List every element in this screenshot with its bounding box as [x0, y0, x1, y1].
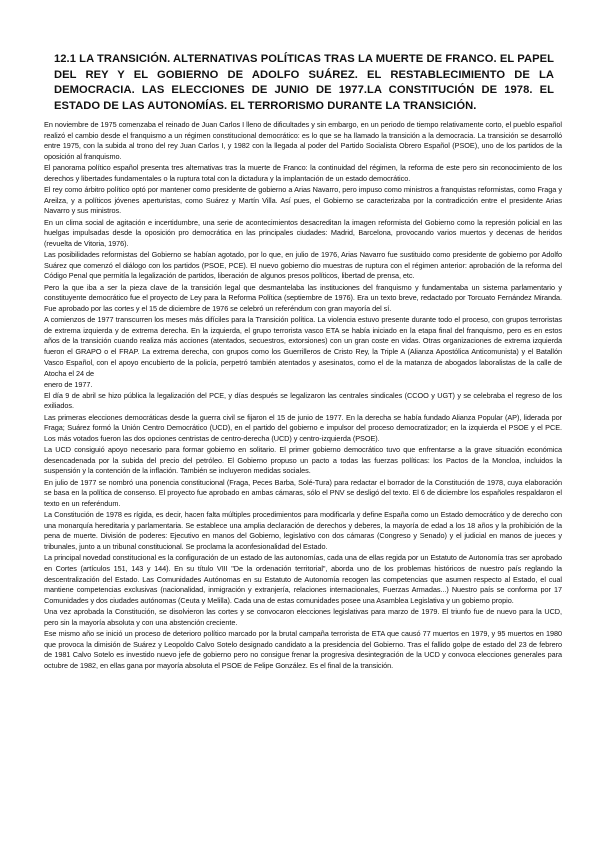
paragraph-4: En un clima social de agitación e incertidumbre, una serie de acontecimientos desacreditan la imagen reformista del Gobierno como la represión policial en las huelgas impulsadas desde la oposición pro democrática en las principales ciudades: Madrid, Barcelona, provocando varios muertos y decenas de heridos (revuelta de Vitoria, 1976).	[44, 217, 562, 248]
paragraph-7: A comienzos de 1977 transcurren los meses más difíciles para la Transición política. La violencia estuvo presente durante todo el proceso, con grupos terroristas de extrema izquierda y de extrema derecha. En la izquierda, el grupo terrorista vasco ETA se había iniciado en la etapa final del franquismo, pero es en estos años de la transición cuando realiza más acciones (atentados, secuestros, extorsiones) con un gran coste en vidas. Otras organizaciones de extrema izquierda fueron el GRAPO o el FRAP. La extrema derecha, con grupos como los Guerrilleros de Cristo Rey, la Triple A (Alianza Apostólica Anticomunista) y el Batallón Vasco Español, con el apoyo encubierto de la policía, perpetró también atentados y asesinatos, como el de la matanza de abogados laboralistas de la calle de Atocha el 24 de	[44, 315, 562, 378]
paragraph-1: En noviembre de 1975 comenzaba el reinado de Juan Carlos I lleno de dificultades y sin embargo, en un periodo de tiempo relativamente corto, el pueblo español realizó el cambio desde el franquismo a un régimen constitucional democrático: es lo que se ha llamado la transición a la democracia. La transición se desarrolló entre 1975, con la subida al trono del rey Juan Carlos I, y 1982 con la llegada al poder del Partido Socialista Obrero Español (PSOE), uno de los partidos de la oposición al franquismo.	[44, 120, 562, 162]
paragraph-14: La principal novedad constitucional es la configuración de un estado de las autonomías, cada una de ellas regida por un Estatuto de Autonomía tras ser aprobado en Cortes (artículos 151, 143 y 144). En su título VIII "De la ordenación territorial", aborda uno de los problemas históricos de nuestro país reglando la descentralización del Estado. Las Comunidades Autónomas en su Estatuto de Autonomía recogen las competencias que asumen respecto al Estado, el cual mantiene competencias exclusivas (nacionalidad, inmigración y extranjería, relaciones internacionales, Fuerzas Armadas...) Nuestro país se conforma por 17 Comunidades y dos ciudades autónomas (Ceuta y Melilla). Cada una de estas comunidades posee una Asamblea Legislativa y un gobierno propio.	[44, 553, 562, 606]
paragraph-8: enero de 1977.	[44, 379, 93, 389]
document-body	[44, 120, 562, 672]
paragraph-3: El rey como árbitro político optó por mantener como presidente de gobierno a Arias Navarro, pero impuso como ministros a franquistas reformistas, como Fraga y Areilza, y a políticos jóvenes aperturistas, como Suárez y Martín Villa. Así pues, el Gobierno se caracterizaba por la contradicción entre el presidente Arias Navarro y sus ministros.	[44, 185, 562, 216]
paragraph-5: Las posibilidades reformistas del Gobierno se habían agotado, por lo que, en julio de 1976, Arias Navarro fue sustituido como presidente de gobierno por Adolfo Suárez que comenzó el diálogo con los partidos (PSOE, PCE). El nuevo gobierno dio muestras de ruptura con el régimen anterior: aprobación de la reforma del Código Penal que permitía la legalización de partidos, liberación de algunos presos políticos, libertad de prensa, etc.	[44, 250, 562, 281]
paragraph-15: Una vez aprobada la Constitución, se disolvieron las cortes y se convocaron elecciones legislativas para marzo de 1979. El triunfo fue de nuevo para la UCD, pero sin la mayoría absoluta y con una abstención creciente.	[44, 607, 562, 627]
paragraph-2: El panorama político español presenta tres alternativas tras la muerte de Franco: la continuidad del régimen, la reforma de este pero sin reconocimiento de los derechos y libertades fundamentales o la ruptura total con la dictadura y la implantación de un estado democrático.	[44, 163, 562, 183]
paragraph-16: Ese mismo año se inició un proceso de deterioro político marcado por la brutal campaña terrorista de ETA que causó 77 muertos en 1979, y 95 muertos en 1980 que provoca la dimisión de Suárez y Leopoldo Calvo Sotelo designado candidato a la presidencia del Gobierno. Tras el fallido golpe de estado del 23 de febrero de 1981 Calvo Sotelo es investido nuevo jefe de gobierno pero no consigue frenar la progresiva desintegración de la UCD y convoca elecciones generales para octubre de 1982, en ellas gana por mayoría absoluta el PSOE de Felipe González. Es el final de la transición.	[44, 628, 562, 671]
paragraph-11: La UCD consiguió apoyo necesario para formar gobierno en solitario. El primer gobierno democrático tuvo que enfrentarse a la grave situación económica desencadenada por la subida del precio del petróleo. El Gobierno propuso un pacto a todas las fuerzas políticas: los Pactos de la Moncloa, incluidos la suspensión y la contención de la inflación. También se incluyeron medidas sociales.	[44, 445, 562, 476]
paragraph-10: Las primeras elecciones democráticas desde la guerra civil se fijaron el 15 de junio de 1977. En la derecha se había fundado Alianza Popular (AP), liderada por Fraga; Suárez formó la Unión Centro Democrático (UCD), en el partido del gobierno e impulsor del proceso democratizador; en la izquierda el PSOE y el PCE. Los más votados fueron las dos opciones centristas de centro-derecha (UCD) y centro-izquierda (PSOE).	[44, 412, 562, 443]
paragraph-12: En julio de 1977 se nombró una ponencia constitucional (Fraga, Peces Barba, Solé-Tura) para redactar el borrador de la Constitución de 1978, cuya elaboración se basa en la política de consenso. El proyecto fue aprobado en ambas cámaras, sólo el PNV se desligó del texto. El 6 de diciembre los españoles respaldaron el texto en un referéndum.	[44, 477, 562, 508]
paragraph-9: El día 9 de abril se hizo pública la legalización del PCE, y días después se legalizaron las centrales sindicales (CCOO y UGT) y se celebraba el regreso de los exiliados.	[44, 390, 562, 411]
paragraph-6: Pero la que iba a ser la pieza clave de la transición legal que desmantelaba las instituciones del franquismo y fundamentaba un sistema parlamentario y constituyente democrático fue el proyecto de Ley para la Reforma Política (septiembre de 1976). Era un texto breve, redactado por Torcuato Fernández Miranda. Fue aprobado por las cortes y el 15 de diciembre de 1976 se celebró un referéndum con gran mayoría del sí.	[44, 282, 562, 313]
document-title: 12.1 LA TRANSICIÓN. ALTERNATIVAS POLÍTICAS TRAS LA MUERTE DE FRANCO. EL PAPEL DEL REY Y EL GOBIERNO DE ADOLFO SUÁREZ. EL RESTABLECIMIENTO DE LA DEMOCRACIA. LAS ELECCIONES DE JUNIO DE 1977.LA CONSTITUCIÓN DE 1978. EL ESTADO DE LAS AUTONOMÍAS. EL TERRORISMO DURANTE LA TRANSICIÓN.	[54, 53, 554, 112]
paragraph-13: La Constitución de 1978 es rígida, es decir, hacen falta múltiples procedimientos para modificarla y define España como un Estado democrático y de derecho con una monarquía hereditaria y parlamentaria. Se establece una amplia declaración de derechos y deberes, la mayoría de edad a los 18 años y la prohibición de la pena de muerte. División de poderes: Ejecutivo en manos del Gobierno, legislativo con dos cámaras (Congreso y Senado) y el judicial en manos de jueces y tribunales, junto a un tribunal constitucional. Se proclama la aconfesionalidad del Estado.	[44, 510, 562, 552]
